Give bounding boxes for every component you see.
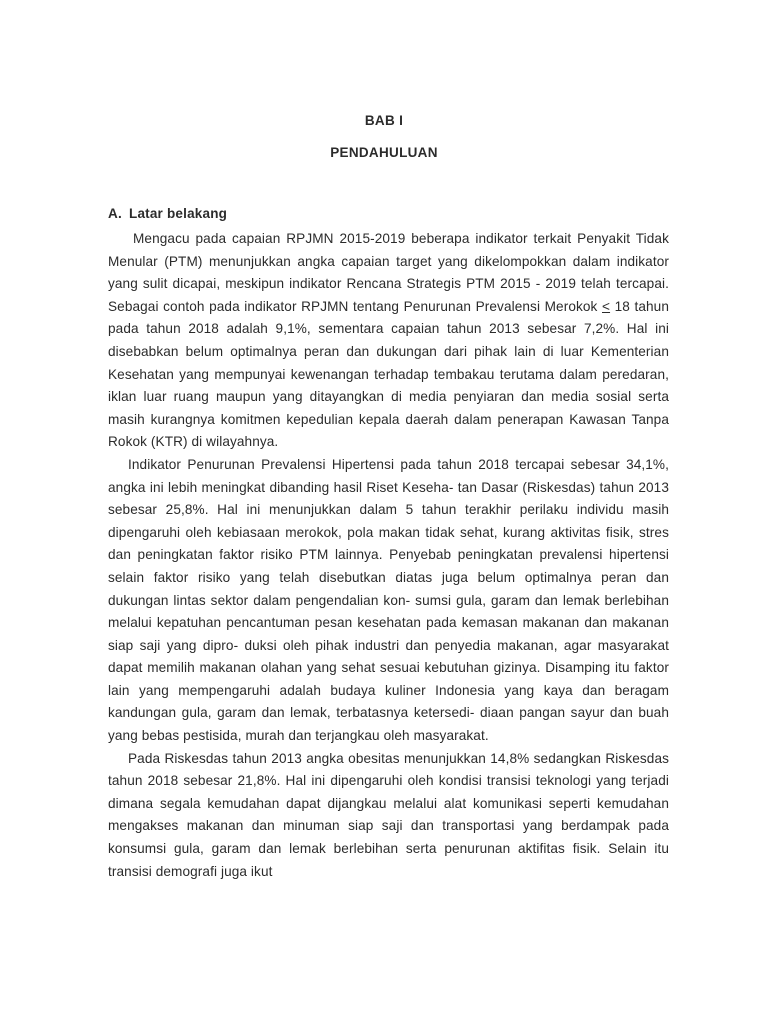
paragraph-3: Pada Riskesdas tahun 2013 angka obesitas menunjukkan 14,8% sedangkan Riskesdas tahun 2018 sebesar 21,8%. Hal ini dipengaruhi oleh kondisi transisi teknologi yang terjadi dimana segala kemudahan dapat dijangkau melalui alat komunikasi seperti kemudahan mengakses makanan dan minuman siap saji dan transportasi yang berdampak pada konsumsi gula, garam dan lemak berlebihan serta penurunan aktifitas fisik. Selain itu transisi demografi juga ikut: [108, 750, 669, 879]
section-heading: [108, 206, 227, 221]
chapter-title: PENDAHULUAN: [330, 145, 438, 160]
body-text: [108, 228, 669, 883]
chapter-number: BAB I: [364, 113, 404, 128]
paragraph-2: Indikator Penurunan Prevalensi Hipertensi pada tahun 2018 tercapai sebesar 34,1%, angka ini lebih meningkat dibanding hasil Riset Keseha- tan Dasar (Riskesdas) tahun 2013 sebesar 25,8%. Hal ini menunjukkan dalam 5 tahun terakhir perilaku individu masih dipengaruhi oleh kebiasaan merokok, pola makan tidak sehat, kurang aktivitas fisik, stres dan peningkatan faktor risiko PTM lainnya. Penyebab peningkatan prevalensi hipertensi selain faktor risiko yang telah disebutkan diatas juga belum optimalnya peran dan dukungan lintas sektor dalam pengendalian kon- sumsi gula, garam dan lemak berlebihan melalui kepatuhan pencantuman pesan kesehatan pada kemasan makanan dan makanan siap saji yang dipro- duksi oleh pihak industri dan penyedia makanan, agar masyarakat dapat memilih makanan olahan yang sehat sesuai kebutuhan gizinya. Disamping itu faktor lain yang mempengaruhi adalah budaya kuliner Indonesia yang kaya dan beragam kandungan gula, garam dan lemak, terbatasnya ketersedi- diaan pangan sayur dan buah yang bebas pestisida, murah dan terjangkau oleh masyarakat.: [108, 456, 669, 744]
paragraph-1-part-a: Mengacu pada capaian RPJMN 2015-2019 beberapa indikator terkait Penyakit Tidak Menular (PTM) menunjukkan angka capaian target yang dikelompokkan dalam indikator yang sulit dicapai, meskipun indikator Rencana Strategis PTM 2015 - 2019 telah tercapai. Sebagai contoh pada indikator RPJMN tentang Penurunan Prevalensi Merokok: [108, 231, 669, 314]
paragraph-1: [108, 228, 669, 454]
section-title: Latar belakang: [129, 206, 228, 221]
paragraph-1-part-b: 18 tahun pada tahun 2018 adalah 9,1%, sementara capaian tahun 2013 sebesar 7,2%. Hal ini disebabkan belum optimalnya peran dan dukungan dari pihak lain di luar Kementerian Kesehatan yang mempunyai kewenangan terhadap tembakau terutama dalam peredaran, iklan luar ruang maupun yang ditayangkan di media penyiaran dan media sosial serta masih kurangnya komitmen kepedulian kepala daerah dalam penerapan Kawasan Tanpa Rokok (KTR) di wilayahnya.: [108, 298, 669, 450]
section-number: A.: [108, 206, 122, 221]
less-equal-symbol: <: [602, 298, 611, 314]
